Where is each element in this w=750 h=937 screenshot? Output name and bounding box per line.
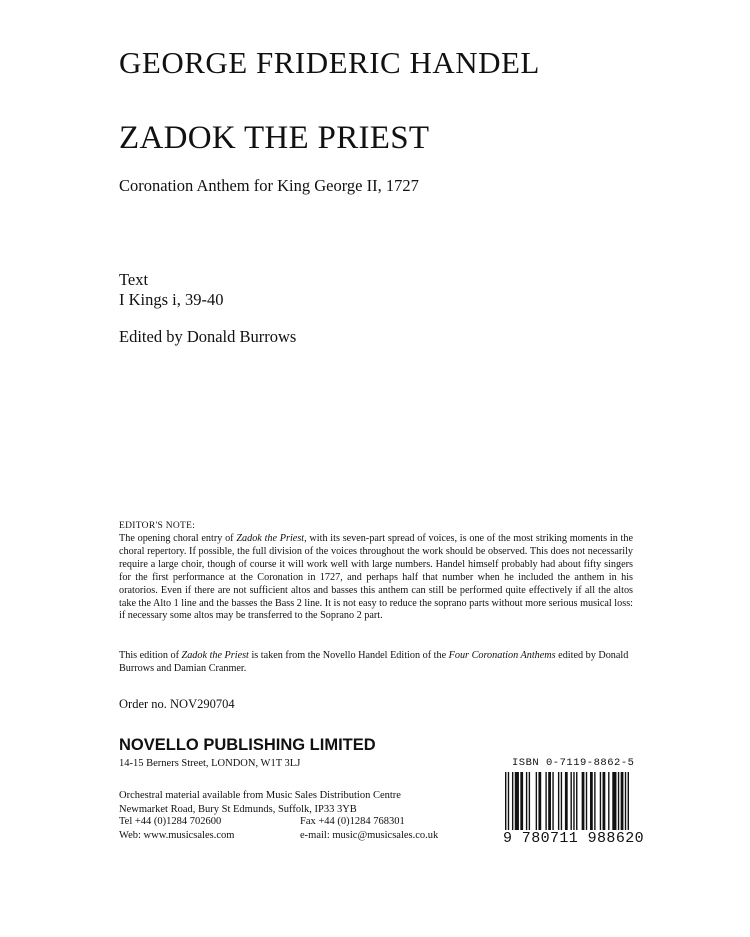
barcode-bar <box>508 772 509 830</box>
publisher-name: NOVELLO PUBLISHING LIMITED <box>119 736 376 754</box>
barcode-bar <box>529 772 530 830</box>
note-body-part: , with its seven-part spread of voices, is one of the most striking moments in the choral repertory. If possible, the full division of the voices throughout the work should be observed. This does not necessarily require a large choir, though of course it will work well with large numbers. Handel himself probably had about fifty singers for the first performance at the Coronation in 1727, and perhaps half that number when he included the anthem in his oratorios. Even if there are not sufficient altos and basses this anthem can still be performed quite effectively if all the altos take the Alto 1 line and the basses the Bass 2 line. It is not easy to reduce the soprano parts without more serious musical loss: if necessary some altos may be transferred to the Soprano 2 part. <box>119 533 633 622</box>
barcode-bar <box>536 772 537 830</box>
barcode-bar <box>628 772 629 830</box>
order-number: Order no. NOV290704 <box>119 697 235 711</box>
barcode-bar <box>625 772 626 830</box>
orchestral-line-2: Newmarket Road, Bury St Edmunds, Suffolk, IP33 3YB <box>119 803 357 815</box>
barcode-bar <box>590 772 593 830</box>
barcode-number: 9 780711 988620 <box>503 830 645 847</box>
work-title: ZADOK THE PRIEST <box>119 120 430 156</box>
barcode-bar <box>520 772 523 830</box>
barcode-bar <box>582 772 585 830</box>
text-reference: I Kings i, 39-40 <box>119 290 224 309</box>
barcode-bar <box>565 772 568 830</box>
text-label: Text <box>119 270 149 289</box>
telephone: Tel +44 (0)1284 702600 <box>119 816 222 827</box>
publisher-address: 14-15 Berners Street, LONDON, W1T 3LJ <box>119 758 301 769</box>
source-part: edited by Donald Burrows and Damian Cranmer. <box>119 650 629 674</box>
barcode-bar <box>600 772 601 830</box>
barcode-bar <box>512 772 513 830</box>
editors-note-body <box>119 533 633 623</box>
isbn: ISBN 0-7119-8862-5 <box>512 757 635 769</box>
email: e-mail: music@musicsales.co.uk <box>300 830 439 841</box>
composer-name: GEORGE FRIDERIC HANDEL <box>119 45 540 80</box>
editors-note-heading: EDITOR'S NOTE: <box>119 521 196 531</box>
barcode-bar <box>545 772 546 830</box>
barcode-bar <box>526 772 527 830</box>
barcode-bar <box>538 772 541 830</box>
source-part: is taken from the Novello Handel Edition of the <box>248 650 449 661</box>
barcode-bar <box>576 772 577 830</box>
barcode-bar <box>548 772 551 830</box>
barcode-bar <box>515 772 519 830</box>
note-body-part: The opening choral entry of <box>119 533 237 544</box>
website: Web: www.musicsales.com <box>119 830 235 841</box>
fax: Fax +44 (0)1284 768301 <box>300 816 405 827</box>
orchestral-line-1: Orchestral material available from Music Sales Distribution Centre <box>119 790 401 801</box>
barcode-bar <box>570 772 571 830</box>
barcode-bar <box>586 772 587 830</box>
barcode-bar <box>618 772 619 830</box>
editor-credit: Edited by Donald Burrows <box>119 327 297 346</box>
barcode-bar <box>552 772 553 830</box>
barcode-bar <box>561 772 562 830</box>
barcode-bar <box>612 772 616 830</box>
barcode-bar <box>621 772 624 830</box>
barcode-icon <box>505 772 629 830</box>
source-work-title: Zadok the Priest <box>181 650 249 661</box>
barcode-bar <box>608 772 609 830</box>
source-part: This edition of <box>119 650 182 661</box>
note-body-work-title: Zadok the Priest <box>236 533 305 544</box>
barcode-bar <box>558 772 559 830</box>
orchestral-info <box>119 789 401 816</box>
barcode-bar <box>594 772 595 830</box>
work-subtitle: Coronation Anthem for King George II, 1727 <box>119 176 419 195</box>
barcode-bar <box>505 772 506 830</box>
source-collection-title: Four Coronation Anthems <box>448 650 556 661</box>
barcode-bar <box>573 772 574 830</box>
barcode-bar <box>603 772 606 830</box>
edition-source-note <box>119 650 633 676</box>
